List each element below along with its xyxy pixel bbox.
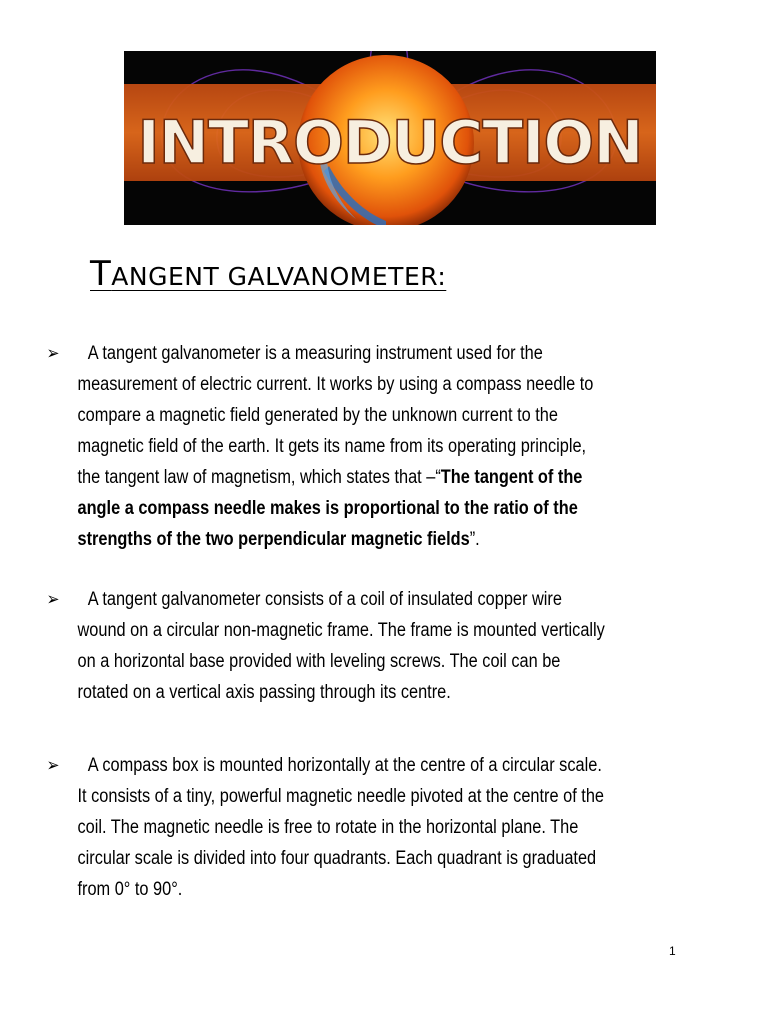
bullet-paragraph-2: [46, 584, 609, 708]
page-number: 1: [669, 944, 676, 958]
arrow-bullet-icon: ➢: [46, 755, 60, 775]
section-heading: [90, 254, 446, 294]
bullet-1-text-end: ”.: [469, 529, 480, 550]
heading-initial: T: [90, 254, 112, 294]
bullet-1-bold-text: The tangent of the angle a compass needle makes is proportional to the ratio of the strengths of the two perpendicular magnetic fields: [77, 467, 583, 550]
bullet-2-text: A tangent galvanometer consists of a coil of insulated copper wire wound on a circular non-magnetic frame. The frame is mounted vertically on a horizontal base provided with leveling screws. The coil can be rotated on a vertical axis passing through its centre.: [77, 589, 605, 703]
bullet-1-text: A tangent galvanometer is a measuring instrument used for the measurement of electric current. It works by using a compass needle to compare a magnetic field generated by the unknown current to the magnetic field of the earth. It gets its name from its operating principle, the tangent law of magnetism, which states that –“: [77, 343, 594, 488]
arrow-bullet-icon: ➢: [46, 589, 60, 609]
bullet-paragraph-3: [46, 750, 609, 905]
introduction-banner-image: [124, 51, 656, 225]
arrow-bullet-icon: ➢: [46, 343, 60, 363]
banner-title: INTRODUCTION: [137, 108, 643, 178]
heading-rest: ANGENT GALVANOMETER:: [111, 262, 447, 291]
bullet-3-text: A compass box is mounted horizontally at the centre of a circular scale. It consists of a tiny, powerful magnetic needle pivoted at the centre of the coil. The magnetic needle is free to rotate in the horizontal plane. The circular scale is divided into four quadrants. Each quadrant is graduated from 0° to 90°.: [77, 755, 605, 900]
bullet-paragraph-1: [46, 338, 609, 555]
